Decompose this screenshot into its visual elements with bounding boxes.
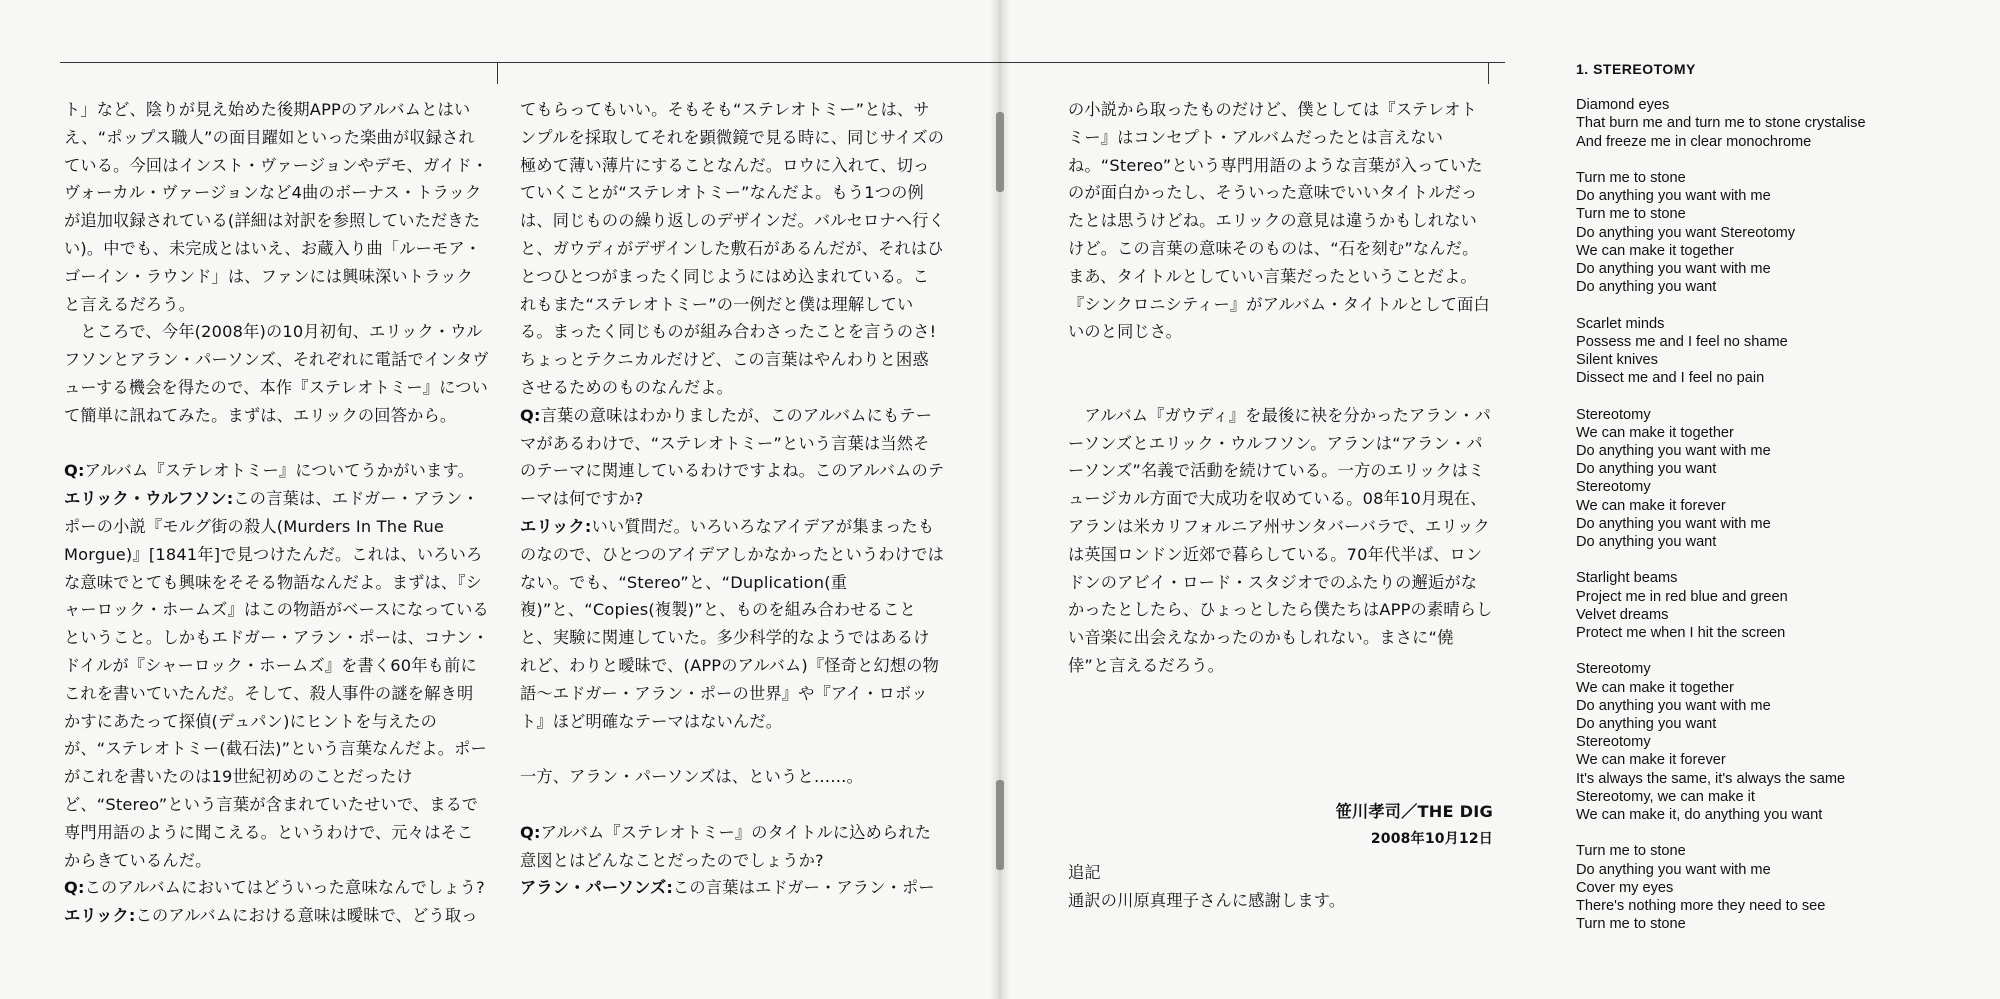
staple-bottom [996,780,1004,870]
postscript-heading: 追記 [1068,863,1101,883]
speaker-label: アラン・パーソンズ: [520,878,674,898]
paragraph-text: てもらってもいい。そもそも“ステレオトミー”とは、サンプルを採取してそれを顕微鏡で見る時に、同じサイズの極めて薄い薄片にすることなんだ。ロウに入れて、切っていくことが“ステレオトミー”なんだよ。もう1つの例は、同じものの繰り返しのデザインだ。バルセロナへ行くと、ガウディがデザインした敷石があるんだが、それはひとつひとつがまったく同じようにはめ込まれている。これもまた“ステレオトミー”の一例だと僕は理解している。まったく同じものが組み合わさったことを言うのさ! ちょっとテクニカルだけど、この言葉はやんわりと困惑させるためのものなんだよ。 [520,100,953,397]
paragraph [520,874,945,902]
lyric-line: And freeze me in clear monochrome [1576,133,1812,150]
lyric-line: There's nothing more they need to see [1576,898,1826,915]
paragraph-text: アルバム『ステレオトミー』のタイトルに込められた意図とはどんなことだったのでしょうか? [520,822,932,870]
lyric-line: Possess me and I feel no shame [1576,333,1788,350]
paragraph [64,902,489,930]
staple-top [996,112,1004,192]
song-title: 1. STEREOTOMY [1576,61,1696,77]
lyric-line: Stereotomy [1576,406,1651,423]
lyric-line: We can make it, do anything you want [1576,807,1823,824]
speaker-label: Q: [520,405,541,425]
lyric-line: Do anything you want with me [1576,188,1771,205]
speaker-label: エリック: [520,516,592,536]
lyrics-stanza [1576,169,1976,296]
lyric-line: Do anything you want with me [1576,861,1771,878]
lyric-line: Velvet dreams [1576,606,1669,623]
lyric-line: Protect me when I hit the screen [1576,625,1786,642]
paragraph [520,819,945,875]
paragraph [64,430,489,458]
lyric-line: That burn me and turn me to stone crystalise [1576,115,1866,132]
lyric-line: Stereotomy [1576,661,1651,678]
lyric-line: We can make it together [1576,424,1734,441]
lyric-line: It's always the same, it's always the same [1576,770,1846,787]
lyric-line: Do anything you want with me [1576,697,1771,714]
paragraph [1068,374,1493,402]
paragraph-text: いい質問だ。いろいろなアイデアが集まったものなので、ひとつのアイデアしかなかったというわけではない。でも、“Stereo”と、“Duplication(重複)”と、“Copies(複製)”と、ものを組み合わせることと、実験に関連していた。多少科学的なようではあるけれど、わりと曖昧で、(APPのアルバム)『怪奇と幻想の物語〜エドガー・アラン・ポーの世界』や『アイ・ロボット』ほど明確なテーマはないんだ。 [520,516,944,731]
lyric-line: Do anything you want [1576,534,1717,551]
lyric-line: Stereotomy, we can make it [1576,788,1755,805]
speaker-label: Q: [520,822,541,842]
speaker-label: エリック: [64,906,136,926]
lyric-line: Stereotomy [1576,734,1651,751]
lyric-line: We can make it forever [1576,752,1726,769]
header-rule-tick [497,62,498,84]
lyric-line: Scarlet minds [1576,315,1665,332]
paragraph [520,763,945,791]
speaker-label: Q: [64,461,85,481]
lyrics-stanza [1576,660,1976,824]
lyric-line: Diamond eyes [1576,97,1670,114]
lyric-line: We can make it forever [1576,497,1726,514]
lyric-line: Do anything you want with me [1576,515,1771,532]
signature-author: 笹川孝司／THE DIG [1335,801,1493,821]
paragraph [64,318,489,429]
paragraph [1068,96,1493,346]
paragraph [1068,402,1493,680]
paragraph [64,96,489,318]
lyric-line: We can make it together [1576,242,1734,259]
lyric-line: Turn me to stone [1576,170,1686,186]
paragraph-text: 言葉の意味はわかりましたが、このアルバムにもテーマがあるわけで、“ステレオトミー”という言葉は当然そのテーマに関連しているわけですよね。このアルバムのテーマは何ですか? [520,405,945,509]
liner-notes-column-2 [520,96,953,902]
paragraph-text: このアルバムにおける意味は曖昧で、どう取っ [135,906,478,926]
paragraph [64,874,489,902]
paragraph-text: ところで、今年(2008年)の10月初旬、エリック・ウルフソンとアラン・パーソンズ、それぞれに電話でインタヴューする機会を得たので、本作『ステレオトミー』について簡単に訊ねてみた。まずは、エリックの回答から。 [64,322,489,425]
paragraph [64,457,489,485]
postscript-text: 通訳の川原真理子さんに感謝します。 [1068,891,1346,911]
paragraph-text: このアルバムにおいてはどういった意味なんでしょう? [84,878,485,898]
lyrics-stanza [1576,842,1976,933]
lyrics-stanza [1576,96,1976,151]
paragraph [520,791,945,819]
header-rule [60,62,1505,63]
lyrics-stanza [1576,406,1976,552]
lyrics-panel [1576,60,1976,952]
paragraph [520,96,953,402]
lyric-line: We can make it together [1576,679,1734,696]
paragraph-text: アルバム『ガウディ』を最後に袂を分かったアラン・パーソンズとエリック・ウルフソン。アランは“アラン・パーソンズ”名義で活動を続けている。一方のエリックはミュージカル方面で大成功を収めている。08年10月現在、アランは米カリフォルニア州サンタバーバラで、エリックは英国ロンドン近郊で暮らしている。70年代半ば、ロンドンのアビイ・ロード・スタジオでのふたりの邂逅がなかったとしたら、ひょっとしたら僕たちはAPPの素晴らしい音楽に出会えなかったのかもしれない。まさに“僥倖”と言えるだろう。 [1068,405,1493,675]
paragraph-text: アルバム『ステレオトミー』についてうかがいます。 [84,461,474,481]
lyric-line: Dissect me and I feel no pain [1576,370,1765,387]
speaker-label: Q: [64,878,85,898]
lyric-line: Stereotomy [1576,479,1651,496]
lyric-line: Do anything you want Stereotomy [1576,224,1796,241]
lyric-line: Turn me to stone [1576,843,1686,860]
paragraph [520,402,945,513]
lyric-line: Turn me to stone [1576,916,1686,933]
paragraph-text: この言葉は、エドガー・アラン・ポーの小説『モルグ街の殺人(Murders In The Rue Morgue)』[1841年]で見つけたんだ。これは、いろいろな意味でとても興味をそそる物語なんだよ。まずは、『シャーロック・ホームズ』はこの物語がベースになっているということ。しかもエドガー・アラン・ポーは、コナン・ドイルが『シャーロック・ホームズ』を書く60年も前にこれを書いていたんだ。そして、殺人事件の謎を解き明かすにあたって探偵(デュパン)にヒントを与えたのが、“ステレオトミー(截石法)”という言葉なんだよ。ポーがこれを書いたのは19世紀初めのことだったけど、“Stereo”という言葉が含まれていたせいで、まるで専門用語のように聞こえる。というわけで、元々はそこからきているんだ。 [64,489,489,870]
lyric-line: Do anything you want [1576,716,1717,733]
paragraph-text: 一方、アラン・パーソンズは、というと……。 [520,767,864,787]
liner-notes-column-3 [1068,96,1493,915]
speaker-label: エリック・ウルフソン: [64,489,234,509]
paragraph-text: この言葉はエドガー・アラン・ポー [673,878,935,898]
paragraph [520,735,945,763]
lyric-line: Project me in red blue and green [1576,588,1788,605]
signature-date: 2008年10月12日 [1370,830,1493,847]
lyric-line: Do anything you want [1576,279,1717,296]
paragraph-text: の小説から取ったものだけど、僕としては『ステレオトミー』はコンセプト・アルバムだったとは言えないね。“Stereo”という専門用語のような言葉が入っていたのが面白かったし、そういった意味でいいタイトルだったとは思うけどね。エリックの意見は違うかもしれないけど。この言葉の意味そのものは、“石を刻む”なんだ。まあ、タイトルとしていい言葉だったということだよ。『シンクロニシティー』がアルバム・タイトルとして面白いのと同じさ。 [1068,100,1490,342]
liner-notes-column-1 [64,96,489,930]
lyric-line: Do anything you want [1576,461,1717,478]
lyric-line: Silent knives [1576,352,1658,369]
paragraph-text: ト」など、陰りが見え始めた後期APPのアルバムとはいえ、“ポップス職人”の面目躍如といった楽曲が収録されている。今回はインスト・ヴァージョンやデモ、ガイド・ヴォーカル・ヴァージョンなど4曲のボーナス・トラックが追加収録されている(詳細は対訳を参照していただきたい)。中でも、未完成とはいえ、お蔵入り曲「ルーモア・ゴーイン・ラウンド」は、ファンには興味深いトラックと言えるだろう。 [64,100,489,314]
lyric-line: Starlight beams [1576,570,1678,587]
lyric-line: Turn me to stone [1576,206,1686,223]
lyric-line: Cover my eyes [1576,879,1674,896]
paragraph [520,513,945,735]
lyrics-stanza [1576,569,1976,642]
lyric-line: Do anything you want with me [1576,443,1771,460]
header-rule-tick [1488,62,1489,84]
lyrics-stanza [1576,315,1976,388]
lyric-line: Do anything you want with me [1576,261,1771,278]
paragraph [1068,346,1493,374]
paragraph [64,485,489,874]
